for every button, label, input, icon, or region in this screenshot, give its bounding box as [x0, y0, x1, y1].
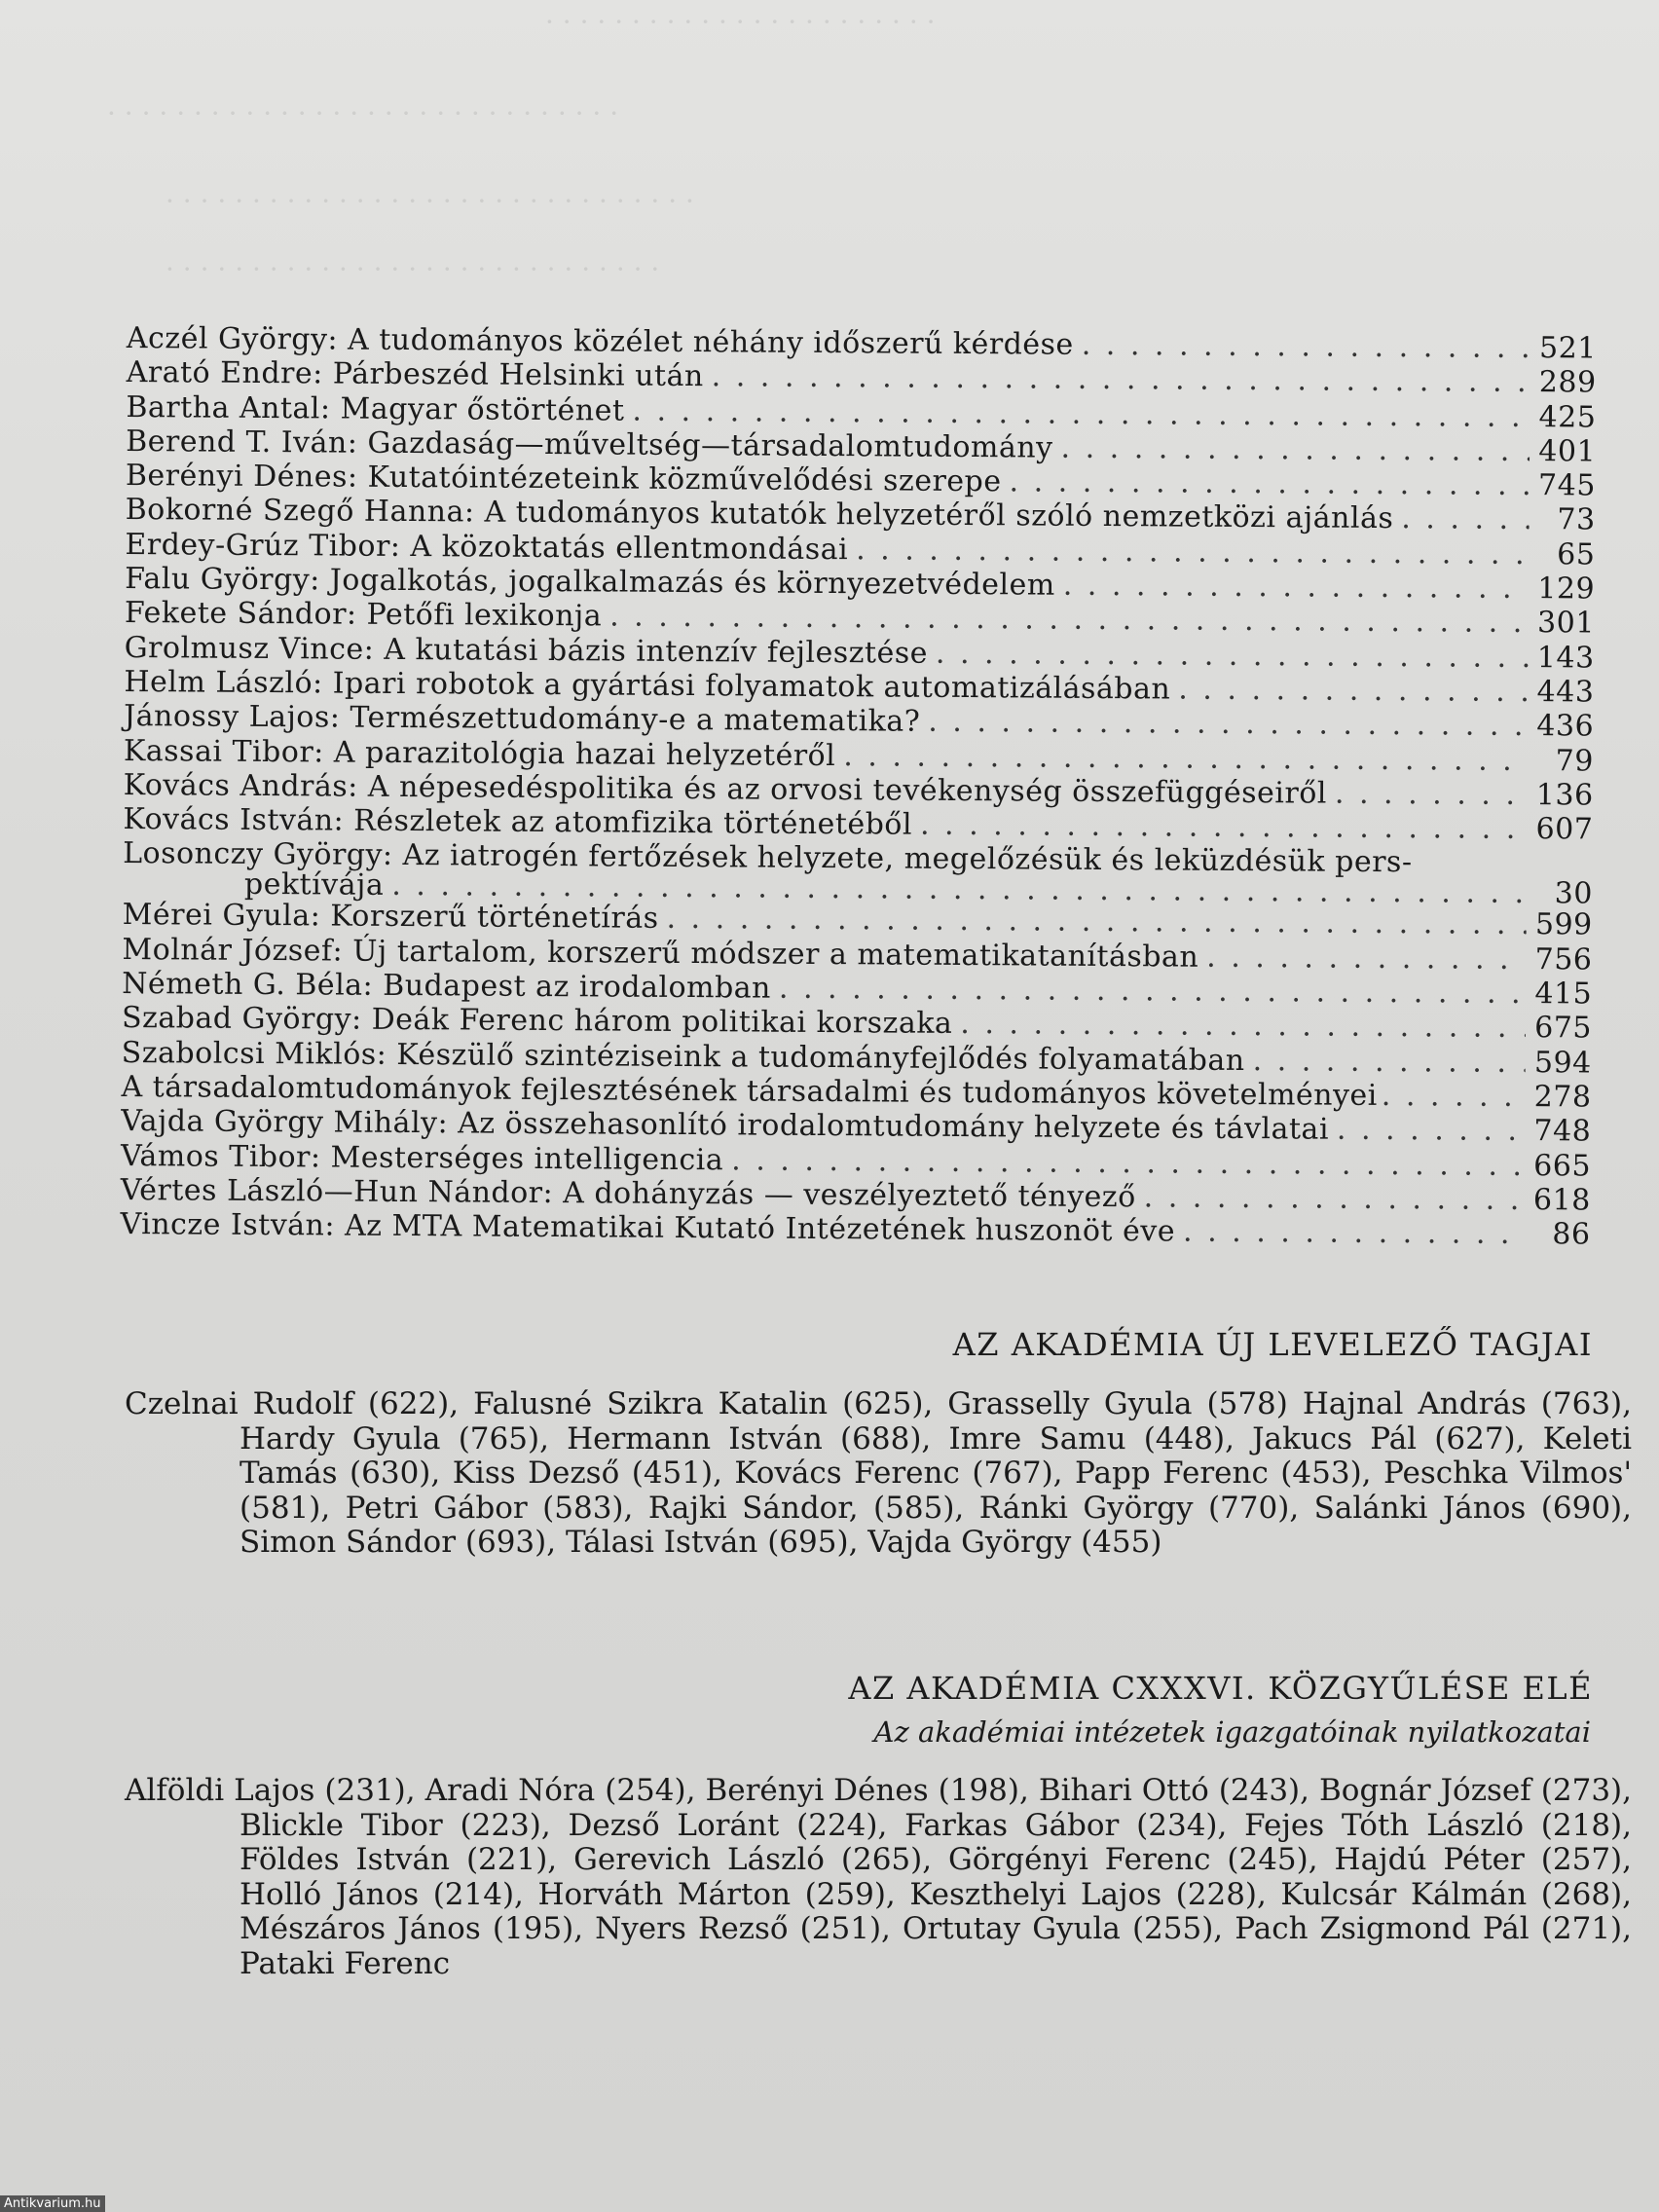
toc-author: Arató Endre:	[126, 355, 323, 391]
toc-title: Részletek az atomfizika történetéből	[353, 803, 913, 842]
toc-author: Molnár József:	[122, 932, 344, 969]
toc-author: Szabolcsi Miklós:	[121, 1035, 387, 1072]
toc-page-number: 129	[1537, 571, 1596, 607]
leader-dots	[1253, 1044, 1526, 1080]
toc-author: Kovács István:	[123, 802, 345, 838]
toc-page-number: 748	[1533, 1114, 1592, 1149]
toc-title: A kutatási bázis intenzív fejlesztése	[384, 632, 929, 671]
toc-page-number: 278	[1533, 1080, 1592, 1115]
leader-dots	[960, 1007, 1526, 1045]
toc-author: Mérei Gyula:	[122, 898, 321, 934]
toc-page-number: 401	[1538, 434, 1597, 469]
toc-author: Szabad György:	[121, 1001, 362, 1038]
toc-title: Petőfi lexikonja	[366, 598, 603, 634]
leader-dots	[632, 393, 1530, 433]
toc-page-number: 618	[1532, 1182, 1591, 1218]
toc-author: Vajda György Mihály:	[121, 1104, 449, 1141]
toc-title: A parazitológia hazai helyzetéről	[333, 735, 836, 773]
toc-page-number: 425	[1538, 399, 1597, 435]
toc-page-number: 143	[1536, 640, 1595, 676]
toc-page-number: 756	[1534, 941, 1593, 977]
directors-list: Alföldi Lajos (231), Aradi Nóra (254), Berényi Dénes (198), Bihari Ottó (243), Bognár József (273), Blickle Tibor (223), Dezső Loránt (224), Farkas Gábor (234), Fejes Tóth László (218), Földes István (221), Gerevich László (265), Görgényi Ferenc (245), Hajdú Péter (257), Holló János (214), Horváth Márton (259), Keszthelyi Lajos (228), Kulcsár Kálmán (268), Mészáros János (195), Nyers Rezső (251), Ortutay Gyula (255), Pach Zsigmond Pál (271), Pataki Ferenc	[125, 1773, 1632, 1981]
toc-author: Vincze István:	[120, 1207, 336, 1243]
leader-dots	[1063, 569, 1530, 606]
section-heading-new-members: AZ AKADÉMIA ÚJ LEVELEZŐ TAGJAI	[952, 1326, 1593, 1363]
toc-title: Készülő szintéziseink a tudományfejlődés folyamatában	[396, 1037, 1245, 1078]
toc-page-number: 521	[1538, 331, 1597, 366]
toc-page-number: 675	[1534, 1011, 1593, 1046]
toc-title: Mesterséges intelligencia	[330, 1140, 724, 1177]
toc-title: Deák Ferenc három politikai korszaka	[371, 1003, 953, 1042]
leader-dots	[1178, 673, 1528, 710]
section-heading-general-assembly: AZ AKADÉMIA CXXXVI. KÖZGYŰLÉSE ELÉ	[848, 1670, 1593, 1707]
toc-page-number: 301	[1536, 606, 1595, 641]
bleed-through-text: · · · · · · · · · · · · · · · · · · · · · · · · · · · · · · · · · · · · · · · · · · · · · · · · · · · · · · · · · · · · · · · · · · · · · · · · · · · · · · · · · · · · · · · · · · · · · · · · · · · · · · · · · · · · · · · · ·	[107, 6, 936, 285]
watermark: Antikvarium.hu	[0, 2195, 105, 2212]
toc-author: Vámos Tibor:	[120, 1138, 321, 1174]
toc-page-number: 745	[1537, 468, 1596, 503]
toc-author: Erdey-Grúz Tibor:	[125, 527, 401, 564]
toc-author: Falu György:	[125, 562, 320, 598]
toc-author: Jánossy Lajos:	[124, 699, 341, 735]
toc-title: Magyar őstörténet	[340, 391, 625, 428]
toc-author: Kovács András:	[123, 767, 358, 804]
toc-title: A tudományos kutatók helyzetéről szóló nemzetközi ajánlás	[484, 496, 1394, 536]
leader-dots	[712, 359, 1530, 399]
toc-page-number: 73	[1557, 502, 1596, 538]
toc-title: Az iatrogén fertőzések helyzete, megelőzésük és leküzdésük pers-	[402, 838, 1413, 880]
leader-dots	[1144, 1180, 1525, 1217]
toc-title: A dohányzás — veszélyeztető tényező	[563, 1175, 1136, 1215]
toc-page-number: 86	[1552, 1217, 1591, 1252]
toc-page-number: 289	[1538, 365, 1597, 400]
toc-author: Helm László:	[124, 664, 323, 701]
toc-title: Párbeszéd Helsinki után	[332, 356, 704, 394]
leader-dots	[1335, 777, 1528, 812]
toc-page-number: 607	[1535, 812, 1594, 847]
leader-dots	[666, 902, 1526, 941]
toc-author: Bartha Antal:	[126, 389, 331, 426]
toc-page-number: 443	[1536, 675, 1595, 710]
leader-dots	[1401, 502, 1530, 537]
leader-dots	[856, 533, 1529, 571]
toc-title: Budapest az irodalomban	[383, 968, 772, 1006]
toc-author: Aczél György:	[126, 321, 339, 357]
leader-dots	[936, 636, 1529, 674]
toc-title: Jogalkotás, jogalkalmazás és környezetvédelem	[329, 563, 1055, 603]
toc-author: Németh G. Béla:	[122, 967, 374, 1003]
toc-page-number: 65	[1557, 537, 1596, 572]
leader-dots	[731, 1143, 1525, 1183]
toc-title: Új tartalom, korszerű módszer a matematikatanításban	[352, 934, 1199, 975]
toc-title: Az MTA Matematikai Kutató Intézetének huszonöt éve	[344, 1208, 1176, 1249]
toc-page-number: 436	[1536, 709, 1595, 744]
toc-author: Vértes László—Hun Nándor:	[120, 1172, 554, 1210]
toc-page-number: 79	[1555, 743, 1595, 779]
leader-dots	[1082, 328, 1530, 365]
leader-dots	[1060, 431, 1530, 468]
toc-title: Természettudomány-e a matematika?	[350, 700, 921, 739]
leader-dots	[1206, 940, 1526, 977]
toc-page-number: 136	[1535, 777, 1594, 813]
leader-dots	[1183, 1215, 1525, 1251]
toc-author: Fekete Sándor:	[124, 596, 357, 633]
leader-dots	[1382, 1079, 1530, 1114]
section-subheading-directors: Az akadémiai intézetek igazgatóinak nyilatkozatai	[873, 1715, 1591, 1749]
leader-dots	[779, 972, 1527, 1011]
toc-title: A tudományos közélet néhány időszerű kérdése	[347, 322, 1074, 362]
toc-title: Korszerű történetírás	[330, 899, 659, 937]
toc-author: Losonczy György:	[123, 836, 393, 873]
toc-author: Berend T. Iván:	[126, 424, 358, 461]
toc-author: Grolmusz Vince:	[124, 630, 375, 667]
toc-author: Bokorné Szegő Hanna:	[125, 493, 475, 530]
toc-title: Ipari robotok a gyártási folyamatok automatizálásában	[332, 666, 1171, 707]
leader-dots	[1009, 465, 1530, 503]
table-of-contents	[120, 321, 1597, 1252]
leader-dots	[920, 808, 1528, 846]
leader-dots	[928, 705, 1528, 743]
toc-title: Az összehasonlító irodalomtudomány helyzete és távlatai	[458, 1106, 1330, 1147]
toc-title: Gazdaság—műveltség—társadalomtudomány	[367, 425, 1053, 465]
toc-page-number: 594	[1533, 1045, 1592, 1081]
toc-title: Kutatóintézeteink közművelődési szerepe	[367, 460, 1002, 499]
toc-title: A népesedéspolitika és az orvosi tevékenység összefüggéseiről	[367, 769, 1328, 811]
leader-dots	[843, 739, 1528, 778]
toc-title-continuation: pektívája	[243, 867, 385, 903]
toc-page-number: 665	[1533, 1148, 1592, 1184]
toc-author: Berényi Dénes:	[125, 459, 358, 495]
toc-page-number: 415	[1534, 977, 1593, 1012]
toc-title: A társadalomtudományok fejlesztésének társadalmi és tudományos követelményei	[121, 1069, 1378, 1113]
new-members-list: Czelnai Rudolf (622), Falusné Szikra Katalin (625), Grasselly Gyula (578) Hajnal András (763), Hardy Gyula (765), Hermann István (688), Imre Samu (448), Jakucs Pál (627), Keleti Tamás (630), Kiss Dezső (451), Kovács Ferenc (767), Papp Ferenc (453), Peschka Vilmos' (581), Petri Gábor (583), Rajki Sándor, (585), Ránki György (770), Salánki János (690), Simon Sándor (693), Tálasi István (695), Vajda György (455)	[125, 1386, 1632, 1560]
toc-page-number: 30	[1554, 876, 1594, 911]
leader-dots	[1337, 1113, 1525, 1148]
toc-author: Kassai Tibor:	[123, 733, 324, 769]
toc-title: A közoktatás ellentmondásai	[410, 529, 849, 567]
toc-page-number: 599	[1534, 907, 1593, 942]
